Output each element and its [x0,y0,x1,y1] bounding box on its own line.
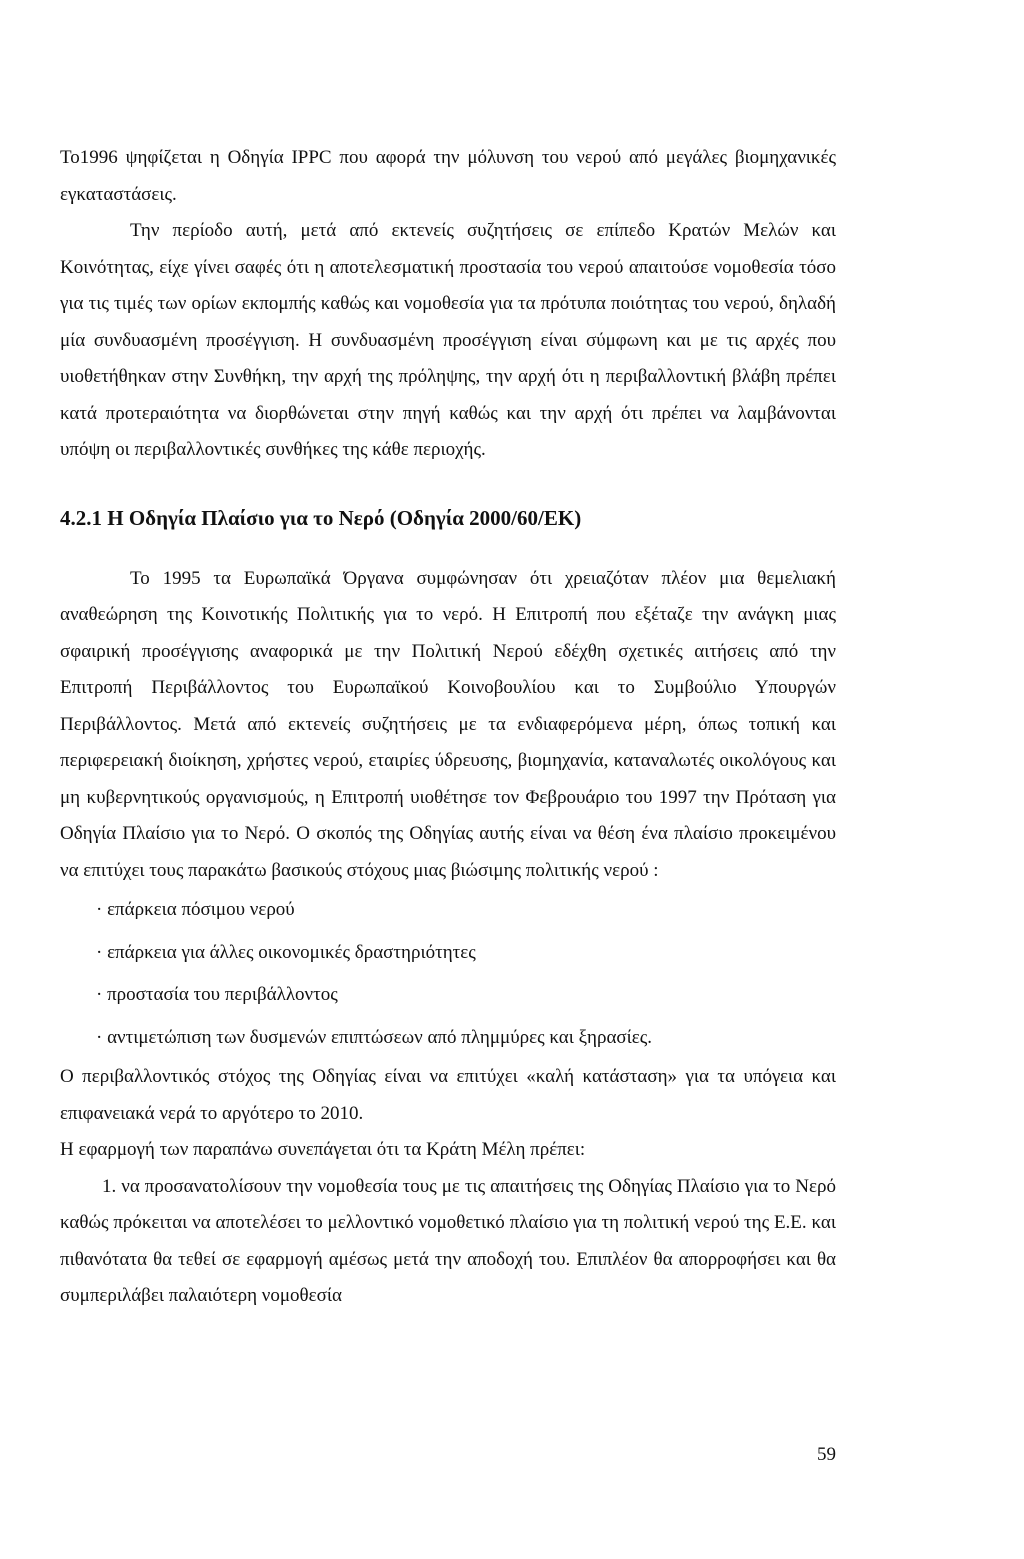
intro-paragraph-ippc: To1996 ψηφίζεται η Οδηγία IPPC που αφορά την μόλυνση του νερού από μεγάλες βιομηχανικές εγκαταστάσεις. [60,147,836,205]
document-page [60,140,836,1315]
list-item: · επάρκεια για άλλες οικονομικές δραστηριότητες [96,932,836,975]
member-states-intro: Η εφαρμογή των παραπάνω συνεπάγεται ότι τα Κράτη Μέλη πρέπει: [60,1139,586,1160]
list-item: · αντιμετώπιση των δυσμενών επιπτώσεων από πλημμύρες και ξηρασίες. [96,1017,836,1060]
environmental-goal-paragraph: Ο περιβαλλοντικός στόχος της Οδηγίας είναι να επιτύχει «καλή κατάσταση» για τα υπόγεια και επιφανειακά νερά το αργότερο το 2010. [60,1066,836,1124]
section-heading: 4.2.1 Η Οδηγία Πλαίσιο για το Νερό (Οδηγία 2000/60/ΕΚ) [60,505,582,530]
objectives-list [60,889,836,1059]
list-item: · επάρκεια πόσιμου νερού [96,889,836,932]
section-paragraph-1995: Το 1995 τα Ευρωπαϊκά Όργανα συμφώνησαν ότι χρειαζόταν πλέον μια θεμελιακή αναθεώρηση της Κοινοτικής Πολιτικής για το νερό. Η Επιτροπή που εξέταζε την ανάγκη μιας σφαιρική προσέγγισης αναφορικά με την Πολιτική Νερού εδέχθη σχετικές αιτήσεις από την Επιτροπή Περιβάλλοντος του Ευρωπαϊκού Κοινοβουλίου και το Συμβούλιο Υπουργών Περιβάλλοντος. Μετά από εκτενείς συζητήσεις με τα ενδιαφερόμενα μέρη, όπως τοπική και περιφερειακή διοίκηση, χρήστες νερού, εταιρίες ύδρευσης, βιομηχανία, καταναλωτές οικολόγους και μη κυβερνητικούς οργανισμούς, η Επιτροπή υιοθέτησε τον Φεβρουάριο του 1997 την Πρόταση για Οδηγία Πλαίσιο για το Νερό. Ο σκοπός της Οδηγίας αυτής είναι να θέση ένα πλαίσιο προκειμένου να επιτύχει τους παρακάτω βασικούς στόχους μιας βιώσιμης πολιτικής νερού : [60,567,836,881]
intro-paragraph-combined-approach: Την περίοδο αυτή, μετά από εκτενείς συζητήσεις σε επίπεδο Κρατών Μελών και Κοινότητας, είχε γίνει σαφές ότι η αποτελεσματική προστασία του νερού απαιτούσε νομοθεσία τόσο για τις τιμές των ορίων εκπομπής καθώς και νομοθεσία για τα πρότυπα ποιότητας του νερού, δηλαδή μία συνδυασμένη προσέγγιση. Η συνδυασμένη προσέγγιση είναι σύμφωνη και με τις αρχές που υιοθετήθηκαν στην Συνθήκη, την αρχή της πρόληψης, την αρχή ότι η περιβαλλοντική βλάβη πρέπει κατά προτεραιότητα να διορθώνεται στην πηγή καθώς και την αρχή ότι πρέπει να λαμβάνονται υπόψη οι περιβαλλοντικές συνθήκες της κάθε περιοχής. [60,220,836,460]
numbered-item-1: 1. να προσανατολίσουν την νομοθεσία τους με τις απαιτήσεις της Οδηγίας Πλαίσιο για το Νερό καθώς πρόκειται να αποτελέσει το μελλοντικό νομοθετικό πλαίσιο για τη πολιτική νερού της Ε.Ε. και πιθανότατα θα τεθεί σε εφαρμογή αμέσως μετά την αποδοχή του. Επιπλέον θα απορροφήσει και θα συμπεριλάβει παλαιότερη νομοθεσία [60,1175,836,1306]
page-number: 59 [817,1444,836,1465]
list-item: · προστασία του περιβάλλοντος [96,974,836,1017]
